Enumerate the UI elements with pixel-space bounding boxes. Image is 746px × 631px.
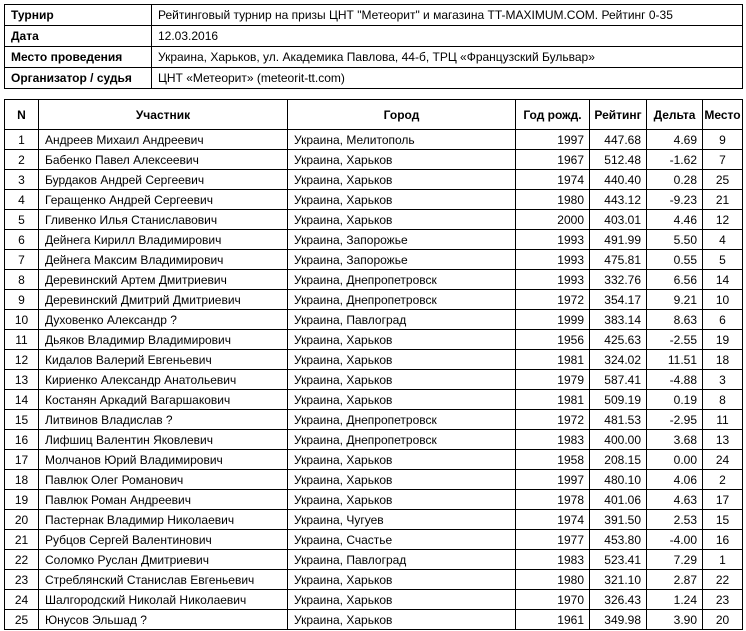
cell-city: Украина, Харьков [288, 490, 516, 510]
cell-place: 19 [703, 330, 743, 350]
cell-birth-year: 1983 [516, 550, 590, 570]
cell-place: 8 [703, 390, 743, 410]
cell-participant: Бабенко Павел Алексеевич [39, 150, 288, 170]
cell-participant: Кириенко Александр Анатольевич [39, 370, 288, 390]
cell-city: Украина, Харьков [288, 350, 516, 370]
table-row [5, 250, 743, 270]
table-row [5, 510, 743, 530]
results-table-body [5, 130, 743, 630]
cell-rating: 475.81 [590, 250, 647, 270]
cell-number: 14 [5, 390, 39, 410]
cell-place: 18 [703, 350, 743, 370]
column-header-rating: Рейтинг [590, 100, 647, 130]
cell-rating: 403.01 [590, 210, 647, 230]
cell-rating: 349.98 [590, 610, 647, 630]
cell-birth-year: 1981 [516, 390, 590, 410]
cell-place: 2 [703, 470, 743, 490]
cell-birth-year: 1981 [516, 350, 590, 370]
cell-place: 20 [703, 610, 743, 630]
table-row [5, 550, 743, 570]
cell-participant: Дейнега Максим Владимирович [39, 250, 288, 270]
cell-number: 10 [5, 310, 39, 330]
cell-place: 24 [703, 450, 743, 470]
cell-participant: Гливенко Илья Станиславович [39, 210, 288, 230]
tournament-info-table [4, 4, 743, 89]
cell-number: 19 [5, 490, 39, 510]
cell-number: 5 [5, 210, 39, 230]
cell-birth-year: 1970 [516, 590, 590, 610]
cell-participant: Дейнега Кирилл Владимирович [39, 230, 288, 250]
cell-rating: 523.41 [590, 550, 647, 570]
cell-city: Украина, Чугуев [288, 510, 516, 530]
cell-birth-year: 1993 [516, 230, 590, 250]
cell-participant: Дьяков Владимир Владимирович [39, 330, 288, 350]
cell-delta: 8.63 [647, 310, 703, 330]
cell-rating: 481.53 [590, 410, 647, 430]
cell-rating: 480.10 [590, 470, 647, 490]
cell-number: 11 [5, 330, 39, 350]
cell-rating: 324.02 [590, 350, 647, 370]
cell-participant: Молчанов Юрий Владимирович [39, 450, 288, 470]
info-value: Украина, Харьков, ул. Академика Павлова, 44-б, ТРЦ «Французский Бульвар» [152, 47, 743, 68]
cell-birth-year: 1967 [516, 150, 590, 170]
table-row [5, 610, 743, 630]
cell-delta: 6.56 [647, 270, 703, 290]
info-row-tournament [5, 5, 743, 26]
cell-place: 15 [703, 510, 743, 530]
cell-number: 1 [5, 130, 39, 150]
table-row [5, 150, 743, 170]
cell-delta: -4.00 [647, 530, 703, 550]
info-row-venue [5, 47, 743, 68]
cell-number: 21 [5, 530, 39, 550]
info-row-date [5, 26, 743, 47]
cell-number: 22 [5, 550, 39, 570]
table-row [5, 490, 743, 510]
cell-city: Украина, Запорожье [288, 250, 516, 270]
cell-city: Украина, Днепропетровск [288, 290, 516, 310]
cell-participant: Андреев Михаил Андреевич [39, 130, 288, 150]
cell-delta: 7.29 [647, 550, 703, 570]
info-value: ЦНТ «Метеорит» (meteorit-tt.com) [152, 68, 743, 89]
column-header-birth-year: Год рожд. [516, 100, 590, 130]
cell-city: Украина, Днепропетровск [288, 270, 516, 290]
cell-number: 17 [5, 450, 39, 470]
cell-delta: 2.53 [647, 510, 703, 530]
cell-participant: Литвинов Владислав ? [39, 410, 288, 430]
cell-place: 5 [703, 250, 743, 270]
cell-rating: 491.99 [590, 230, 647, 250]
cell-birth-year: 1980 [516, 190, 590, 210]
table-row [5, 270, 743, 290]
cell-number: 12 [5, 350, 39, 370]
cell-place: 14 [703, 270, 743, 290]
cell-city: Украина, Харьков [288, 390, 516, 410]
cell-rating: 400.00 [590, 430, 647, 450]
table-row [5, 390, 743, 410]
cell-rating: 453.80 [590, 530, 647, 550]
cell-place: 17 [703, 490, 743, 510]
cell-rating: 509.19 [590, 390, 647, 410]
cell-number: 24 [5, 590, 39, 610]
cell-birth-year: 1997 [516, 130, 590, 150]
table-row [5, 450, 743, 470]
column-header-place: Место [703, 100, 743, 130]
cell-participant: Рубцов Сергей Валентинович [39, 530, 288, 550]
cell-delta: 9.21 [647, 290, 703, 310]
cell-participant: Деревинский Дмитрий Дмитриевич [39, 290, 288, 310]
cell-birth-year: 1961 [516, 610, 590, 630]
cell-participant: Костанян Аркадий Вагаршакович [39, 390, 288, 410]
cell-birth-year: 1979 [516, 370, 590, 390]
cell-rating: 391.50 [590, 510, 647, 530]
cell-participant: Павлюк Роман Андреевич [39, 490, 288, 510]
cell-delta: 5.50 [647, 230, 703, 250]
cell-rating: 447.68 [590, 130, 647, 150]
cell-birth-year: 1972 [516, 290, 590, 310]
table-row [5, 330, 743, 350]
cell-participant: Геращенко Андрей Сергеевич [39, 190, 288, 210]
cell-city: Украина, Днепропетровск [288, 410, 516, 430]
cell-place: 4 [703, 230, 743, 250]
cell-city: Украина, Харьков [288, 610, 516, 630]
cell-city: Украина, Харьков [288, 470, 516, 490]
cell-city: Украина, Днепропетровск [288, 430, 516, 450]
cell-place: 16 [703, 530, 743, 550]
cell-birth-year: 1972 [516, 410, 590, 430]
table-row [5, 570, 743, 590]
cell-birth-year: 1956 [516, 330, 590, 350]
cell-city: Украина, Харьков [288, 370, 516, 390]
table-row [5, 350, 743, 370]
cell-delta: 11.51 [647, 350, 703, 370]
cell-number: 3 [5, 170, 39, 190]
cell-place: 12 [703, 210, 743, 230]
column-header-participant: Участник [39, 100, 288, 130]
info-value: Рейтинговый турнир на призы ЦНТ "Метеорит" и магазина TT-MAXIMUM.COM. Рейтинг 0-35 [152, 5, 743, 26]
cell-number: 18 [5, 470, 39, 490]
cell-delta: -2.55 [647, 330, 703, 350]
cell-city: Украина, Павлоград [288, 550, 516, 570]
cell-delta: 4.63 [647, 490, 703, 510]
cell-rating: 425.63 [590, 330, 647, 350]
info-row-organizer [5, 68, 743, 89]
cell-rating: 512.48 [590, 150, 647, 170]
header-row [5, 100, 743, 130]
table-row [5, 310, 743, 330]
cell-city: Украина, Харьков [288, 330, 516, 350]
cell-participant: Пастернак Владимир Николаевич [39, 510, 288, 530]
cell-place: 9 [703, 130, 743, 150]
table-row [5, 430, 743, 450]
table-row [5, 230, 743, 250]
cell-birth-year: 1993 [516, 270, 590, 290]
cell-birth-year: 1958 [516, 450, 590, 470]
cell-birth-year: 1980 [516, 570, 590, 590]
cell-delta: -4.88 [647, 370, 703, 390]
table-row [5, 590, 743, 610]
cell-birth-year: 1997 [516, 470, 590, 490]
cell-place: 10 [703, 290, 743, 310]
info-label: Организатор / судья [5, 68, 152, 89]
cell-birth-year: 2000 [516, 210, 590, 230]
cell-participant: Павлюк Олег Романович [39, 470, 288, 490]
cell-delta: 4.46 [647, 210, 703, 230]
cell-delta: 0.00 [647, 450, 703, 470]
cell-delta: -9.23 [647, 190, 703, 210]
table-row [5, 170, 743, 190]
cell-place: 3 [703, 370, 743, 390]
cell-rating: 332.76 [590, 270, 647, 290]
cell-place: 22 [703, 570, 743, 590]
cell-participant: Кидалов Валерий Евгеньевич [39, 350, 288, 370]
column-header-city: Город [288, 100, 516, 130]
cell-number: 6 [5, 230, 39, 250]
cell-birth-year: 1993 [516, 250, 590, 270]
cell-city: Украина, Запорожье [288, 230, 516, 250]
cell-place: 1 [703, 550, 743, 570]
cell-number: 20 [5, 510, 39, 530]
cell-delta: -2.95 [647, 410, 703, 430]
cell-number: 9 [5, 290, 39, 310]
cell-delta: 3.68 [647, 430, 703, 450]
cell-participant: Лифшиц Валентин Яковлевич [39, 430, 288, 450]
cell-city: Украина, Харьков [288, 210, 516, 230]
cell-birth-year: 1999 [516, 310, 590, 330]
cell-delta: 0.28 [647, 170, 703, 190]
column-header-delta: Дельта [647, 100, 703, 130]
results-table-header [5, 100, 743, 130]
table-row [5, 190, 743, 210]
cell-city: Украина, Счастье [288, 530, 516, 550]
cell-number: 4 [5, 190, 39, 210]
column-header-n: N [5, 100, 39, 130]
cell-participant: Стреблянский Станислав Евгеньевич [39, 570, 288, 590]
info-label: Место проведения [5, 47, 152, 68]
cell-participant: Юнусов Эльшад ? [39, 610, 288, 630]
cell-rating: 354.17 [590, 290, 647, 310]
cell-birth-year: 1983 [516, 430, 590, 450]
cell-place: 7 [703, 150, 743, 170]
cell-city: Украина, Харьков [288, 190, 516, 210]
cell-city: Украина, Мелитополь [288, 130, 516, 150]
cell-number: 15 [5, 410, 39, 430]
table-row [5, 210, 743, 230]
cell-number: 8 [5, 270, 39, 290]
cell-city: Украина, Харьков [288, 450, 516, 470]
cell-place: 13 [703, 430, 743, 450]
cell-number: 13 [5, 370, 39, 390]
cell-rating: 440.40 [590, 170, 647, 190]
cell-number: 7 [5, 250, 39, 270]
cell-delta: 4.06 [647, 470, 703, 490]
cell-city: Украина, Павлоград [288, 310, 516, 330]
cell-delta: 0.19 [647, 390, 703, 410]
table-row [5, 290, 743, 310]
cell-number: 2 [5, 150, 39, 170]
cell-city: Украина, Харьков [288, 150, 516, 170]
cell-rating: 208.15 [590, 450, 647, 470]
cell-rating: 326.43 [590, 590, 647, 610]
cell-birth-year: 1974 [516, 170, 590, 190]
cell-rating: 401.06 [590, 490, 647, 510]
cell-birth-year: 1974 [516, 510, 590, 530]
cell-rating: 587.41 [590, 370, 647, 390]
cell-city: Украина, Харьков [288, 590, 516, 610]
cell-rating: 321.10 [590, 570, 647, 590]
cell-number: 25 [5, 610, 39, 630]
cell-place: 21 [703, 190, 743, 210]
cell-birth-year: 1978 [516, 490, 590, 510]
cell-place: 25 [703, 170, 743, 190]
cell-delta: 3.90 [647, 610, 703, 630]
cell-delta: 4.69 [647, 130, 703, 150]
cell-place: 6 [703, 310, 743, 330]
info-label: Турнир [5, 5, 152, 26]
cell-delta: 2.87 [647, 570, 703, 590]
cell-city: Украина, Харьков [288, 170, 516, 190]
cell-rating: 383.14 [590, 310, 647, 330]
cell-place: 11 [703, 410, 743, 430]
info-label: Дата [5, 26, 152, 47]
cell-delta: -1.62 [647, 150, 703, 170]
cell-delta: 0.55 [647, 250, 703, 270]
cell-participant: Деревинский Артем Дмитриевич [39, 270, 288, 290]
results-table [4, 99, 743, 630]
cell-number: 16 [5, 430, 39, 450]
cell-participant: Духовенко Александр ? [39, 310, 288, 330]
table-row [5, 470, 743, 490]
table-row [5, 530, 743, 550]
info-value: 12.03.2016 [152, 26, 743, 47]
table-row [5, 130, 743, 150]
cell-participant: Шалгородский Николай Николаевич [39, 590, 288, 610]
cell-rating: 443.12 [590, 190, 647, 210]
table-row [5, 410, 743, 430]
cell-participant: Соломко Руслан Дмитриевич [39, 550, 288, 570]
cell-place: 23 [703, 590, 743, 610]
cell-city: Украина, Харьков [288, 570, 516, 590]
cell-participant: Бурдаков Андрей Сергеевич [39, 170, 288, 190]
cell-birth-year: 1977 [516, 530, 590, 550]
cell-delta: 1.24 [647, 590, 703, 610]
table-row [5, 370, 743, 390]
cell-number: 23 [5, 570, 39, 590]
tournament-info-body [5, 5, 743, 89]
